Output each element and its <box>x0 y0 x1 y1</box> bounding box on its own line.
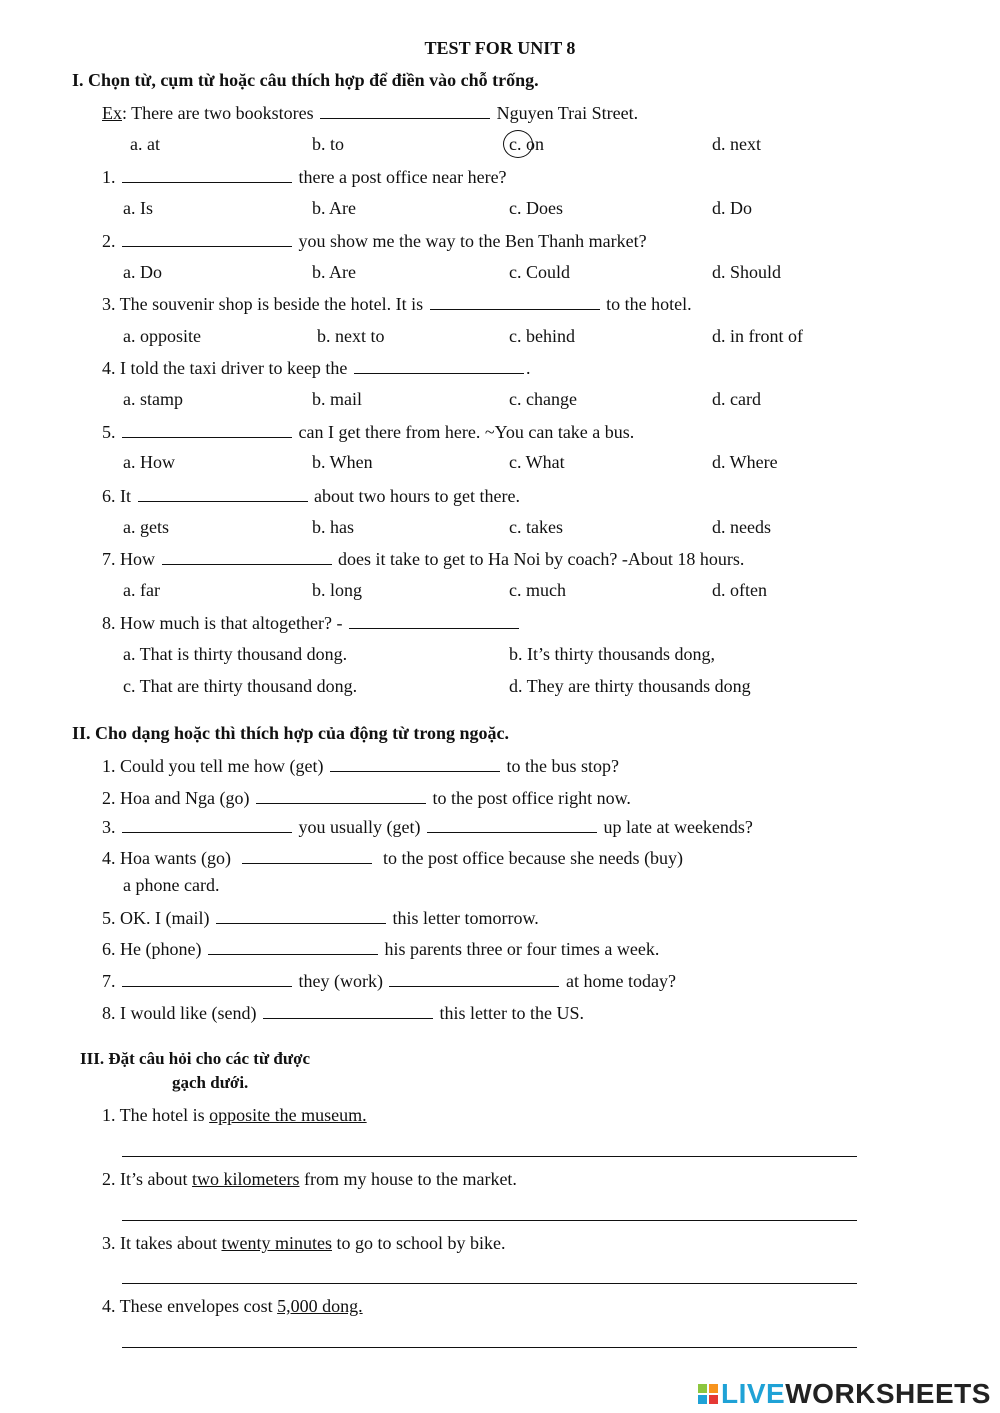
answer-blank[interactable] <box>263 1002 433 1019</box>
answer-line-3[interactable] <box>122 1283 857 1284</box>
q6-option-b[interactable]: b. has <box>312 517 354 537</box>
logo-text-live: LIVE <box>721 1378 786 1409</box>
question-3: 3. The souvenir shop is beside the hotel. It is to the hotel. <box>102 294 692 314</box>
logo-text-worksheets: WORKSHEETS <box>785 1378 991 1409</box>
q2-option-c[interactable]: c. Could <box>509 262 570 282</box>
answer-blank[interactable] <box>427 816 597 833</box>
verb-item-5: 5. OK. I (mail) this letter tomorrow. <box>102 908 539 928</box>
question-item-3: 3. It takes about twenty minutes to go to school by bike. <box>102 1233 506 1253</box>
example-option-c: c. on <box>509 134 544 154</box>
q7-option-b[interactable]: b. long <box>312 580 363 600</box>
answer-blank[interactable] <box>208 938 378 955</box>
answer-blank[interactable] <box>122 970 292 987</box>
answer-blank[interactable] <box>256 787 426 804</box>
underlined-phrase: 5,000 dong. <box>277 1296 363 1316</box>
verb-item-7: 7. they (work) at home today? <box>102 971 676 991</box>
answer-blank[interactable] <box>242 847 372 864</box>
q4-option-a[interactable]: a. stamp <box>123 389 183 409</box>
section-1-heading: I. Chọn từ, cụm từ hoặc câu thích hợp để điền vào chỗ trống. <box>72 70 539 90</box>
answer-blank[interactable] <box>389 970 559 987</box>
example-line: Ex: There are two bookstores Nguyen Trai Street. <box>102 103 639 123</box>
example-blank <box>320 102 490 119</box>
answer-line-4[interactable] <box>122 1347 857 1348</box>
q5-option-c[interactable]: c. What <box>509 452 565 472</box>
answer-line-1[interactable] <box>122 1156 857 1157</box>
q5-option-d[interactable]: d. Where <box>712 452 778 472</box>
example-option-b: b. to <box>312 134 345 154</box>
question-8: 8. How much is that altogether? - <box>102 612 521 634</box>
q7-option-a[interactable]: a. far <box>123 580 160 600</box>
verb-item-4: 4. Hoa wants (go) to the post office because she needs (buy) <box>102 848 684 868</box>
underlined-phrase: two kilometers <box>192 1169 300 1189</box>
verb-item-4-line2: a phone card. <box>123 875 220 895</box>
example-label: Ex <box>102 103 122 123</box>
q3-option-a[interactable]: a. opposite <box>123 326 201 346</box>
q3-option-b[interactable]: b. next to <box>317 326 385 346</box>
answer-line-2[interactable] <box>122 1220 857 1221</box>
q8-option-d[interactable]: d. They are thirty thousands dong <box>509 676 751 696</box>
underlined-phrase: opposite the museum. <box>209 1105 367 1125</box>
answer-blank[interactable] <box>216 907 386 924</box>
verb-item-2: 2. Hoa and Nga (go) to the post office right now. <box>102 788 631 808</box>
q4-option-c[interactable]: c. change <box>509 389 577 409</box>
q2-option-d[interactable]: d. Should <box>712 262 782 282</box>
answer-blank[interactable] <box>349 612 519 629</box>
q4-option-b[interactable]: b. mail <box>312 389 362 409</box>
q8-option-c[interactable]: c. That are thirty thousand dong. <box>123 676 358 696</box>
section-3-heading-line1: III. Đặt câu hỏi cho các từ được <box>80 1049 311 1068</box>
question-item-4: 4. These envelopes cost 5,000 dong. <box>102 1296 363 1316</box>
q1-option-d[interactable]: d. Do <box>712 198 752 218</box>
q7-option-c[interactable]: c. much <box>509 580 566 600</box>
q1-option-c[interactable]: c. Does <box>509 198 563 218</box>
question-5: 5. can I get there from here. ~You can take a bus. <box>102 422 635 442</box>
verb-item-3: 3. you usually (get) up late at weekends? <box>102 817 753 837</box>
q4-option-d[interactable]: d. card <box>712 389 761 409</box>
verb-item-6: 6. He (phone) his parents three or four times a week. <box>102 939 660 959</box>
example-option-a: a. at <box>130 134 160 154</box>
question-2: 2. you show me the way to the Ben Thanh market? <box>102 231 647 251</box>
answer-blank[interactable] <box>354 357 524 374</box>
q1-option-b[interactable]: b. Are <box>312 198 356 218</box>
section-3-heading-line2: gạch dưới. <box>172 1073 249 1092</box>
q2-option-b[interactable]: b. Are <box>312 262 356 282</box>
answer-blank[interactable] <box>430 293 600 310</box>
liveworksheets-logo-icon <box>698 1384 718 1404</box>
q3-option-d[interactable]: d. in front of <box>712 326 803 346</box>
answer-circle: c. <box>509 134 522 154</box>
example-option-d: d. next <box>712 134 761 154</box>
answer-blank[interactable] <box>122 421 292 438</box>
question-4: 4. I told the taxi driver to keep the . <box>102 358 531 378</box>
answer-blank[interactable] <box>162 548 332 565</box>
answer-blank[interactable] <box>122 230 292 247</box>
question-item-1: 1. The hotel is opposite the museum. <box>102 1105 367 1125</box>
question-7: 7. How does it take to get to Ha Noi by coach? -About 18 hours. <box>102 549 745 569</box>
verb-item-8: 8. I would like (send) this letter to the US. <box>102 1003 584 1023</box>
q6-option-a[interactable]: a. gets <box>123 517 169 537</box>
q3-option-c[interactable]: c. behind <box>509 326 575 346</box>
answer-blank[interactable] <box>122 166 292 183</box>
q6-option-d[interactable]: d. needs <box>712 517 771 537</box>
answer-blank[interactable] <box>122 816 292 833</box>
answer-blank[interactable] <box>138 485 308 502</box>
q2-option-a[interactable]: a. Do <box>123 262 162 282</box>
q1-option-a[interactable]: a. Is <box>123 198 153 218</box>
question-item-2: 2. It’s about two kilometers from my house to the market. <box>102 1169 517 1189</box>
q8-option-a[interactable]: a. That is thirty thousand dong. <box>123 644 348 664</box>
q8-option-b[interactable]: b. It’s thirty thousands dong, <box>509 644 715 664</box>
question-1: 1. there a post office near here? <box>102 167 507 187</box>
page-title: TEST FOR UNIT 8 <box>424 38 576 58</box>
answer-blank[interactable] <box>330 755 500 772</box>
verb-item-1: 1. Could you tell me how (get) to the bus stop? <box>102 756 619 776</box>
underlined-phrase: twenty minutes <box>221 1233 332 1253</box>
section-2-heading: II. Cho dạng hoặc thì thích hợp của động từ trong ngoặc. <box>72 723 510 743</box>
liveworksheets-logo <box>698 1378 991 1410</box>
q6-option-c[interactable]: c. takes <box>509 517 563 537</box>
q7-option-d[interactable]: d. often <box>712 580 767 600</box>
q5-option-a[interactable]: a. How <box>123 452 175 472</box>
question-6: 6. It about two hours to get there. <box>102 486 520 506</box>
q5-option-b[interactable]: b. When <box>312 452 373 472</box>
